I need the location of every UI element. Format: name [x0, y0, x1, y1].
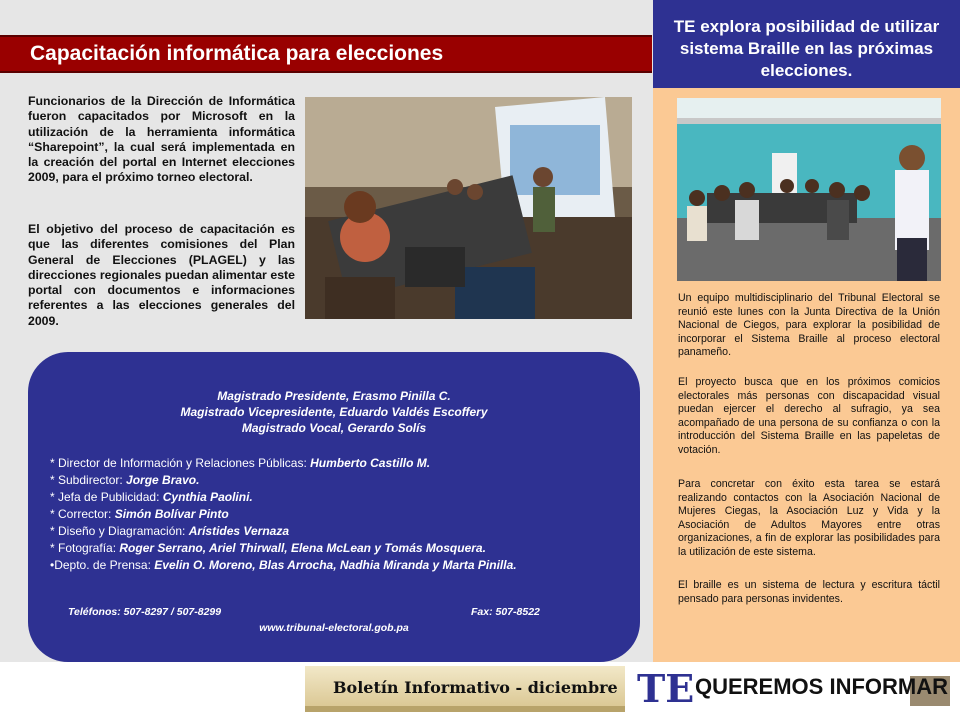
- article-paragraph-2: El objetivo del proceso de capacitación es que las diferentes comisiones del Plan General de Elecciones (PLAGEL) y las direcciones regionales puedan alimentar este portal con documentos e informaciones referentes a las elecciones generales del 2009.: [28, 222, 295, 328]
- training-photo: [305, 97, 632, 319]
- staff-role: * Diseño y Diagramación: Arístides Vernaza: [50, 524, 289, 538]
- phone-numbers: Teléfonos: 507-8297 / 507-8299: [68, 606, 222, 618]
- braille-paragraph-2: El proyecto busca que en los próximos comicios electorales más personas con discapacidad visual puedan ejercer el derecho al sufragio, ya sea acompañado de una persona de su confianza o con la introducción del Sistema Braille en las papeletas de votación.: [678, 376, 940, 456]
- staff-role: * Corrector: Simón Bolívar Pinto: [50, 507, 229, 521]
- braille-headline: TE explora posibilidad de utilizar sistema Braille en las próximas elecciones.: [673, 17, 940, 80]
- article-paragraph-1: Funcionarios de la Dirección de Informática fueron capacitados por Microsoft en la utilización de la herramienta informática “Sharepoint”, la cual será implementada en la creación del portal en Internet elecciones 2009, para el próximo torneo electoral.: [28, 94, 295, 185]
- magistrate-vocal: Magistrado Vocal, Gerardo Solís: [241, 421, 427, 435]
- braille-paragraph-3: Para concretar con éxito esta tarea se estará realizando contactos con la Asociación Nacional de Mujeres Ciegas, la Asociación Luz y Vida y la Asociación de Adultos Mayores entre otras organizaciones, a fin de explorar las posibilidades para la utilización de este sistema.: [678, 478, 940, 558]
- article-title: Capacitación informática para elecciones: [30, 42, 444, 65]
- braille-paragraph-4: El braille es un sistema de lectura y escritura táctil pensado para personas invidentes.: [678, 579, 940, 605]
- bulletin-label: Boletín Informativo - diciembre: [333, 678, 618, 697]
- staff-role: * Fotografía: Roger Serrano, Ariel Thirwall, Elena McLean y Tomás Mosquera.: [50, 541, 486, 555]
- staff-role: * Subdirector: Jorge Bravo.: [50, 473, 200, 487]
- fax-number: Fax: 507-8522: [471, 606, 540, 618]
- braille-paragraph-1: Un equipo multidisciplinario del Tribunal Electoral se reunió este lunes con la Junta Directiva de la Unión Nacional de Ciegos, para explorar la posibilidad de incorporar el Sistema Braille al proceso electoral panameño.: [678, 292, 940, 358]
- staff-role: •Depto. de Prensa: Evelin O. Moreno, Blas Arrocha, Nadhia Miranda y Marta Pinilla.: [50, 558, 517, 572]
- staff-credits-box: [28, 352, 640, 662]
- article-title-bar: [0, 35, 652, 73]
- magistrate-president: Magistrado Presidente, Erasmo Pinilla C.: [217, 389, 451, 403]
- footer-banner: [305, 666, 958, 712]
- website-link[interactable]: www.tribunal-electoral.gob.pa: [259, 622, 409, 634]
- te-logo: TE: [637, 666, 695, 711]
- staff-role: * Jefa de Publicidad: Cynthia Paolini.: [50, 490, 253, 504]
- meeting-photo: [677, 98, 941, 281]
- magistrate-vicepresident: Magistrado Vicepresidente, Eduardo Valdés Escoffery: [180, 405, 488, 419]
- slogan: QUEREMOS INFORMAR: [695, 674, 948, 699]
- staff-role: * Director de Información y Relaciones Públicas: Humberto Castillo M.: [50, 456, 431, 470]
- braille-headline-box: [653, 0, 960, 88]
